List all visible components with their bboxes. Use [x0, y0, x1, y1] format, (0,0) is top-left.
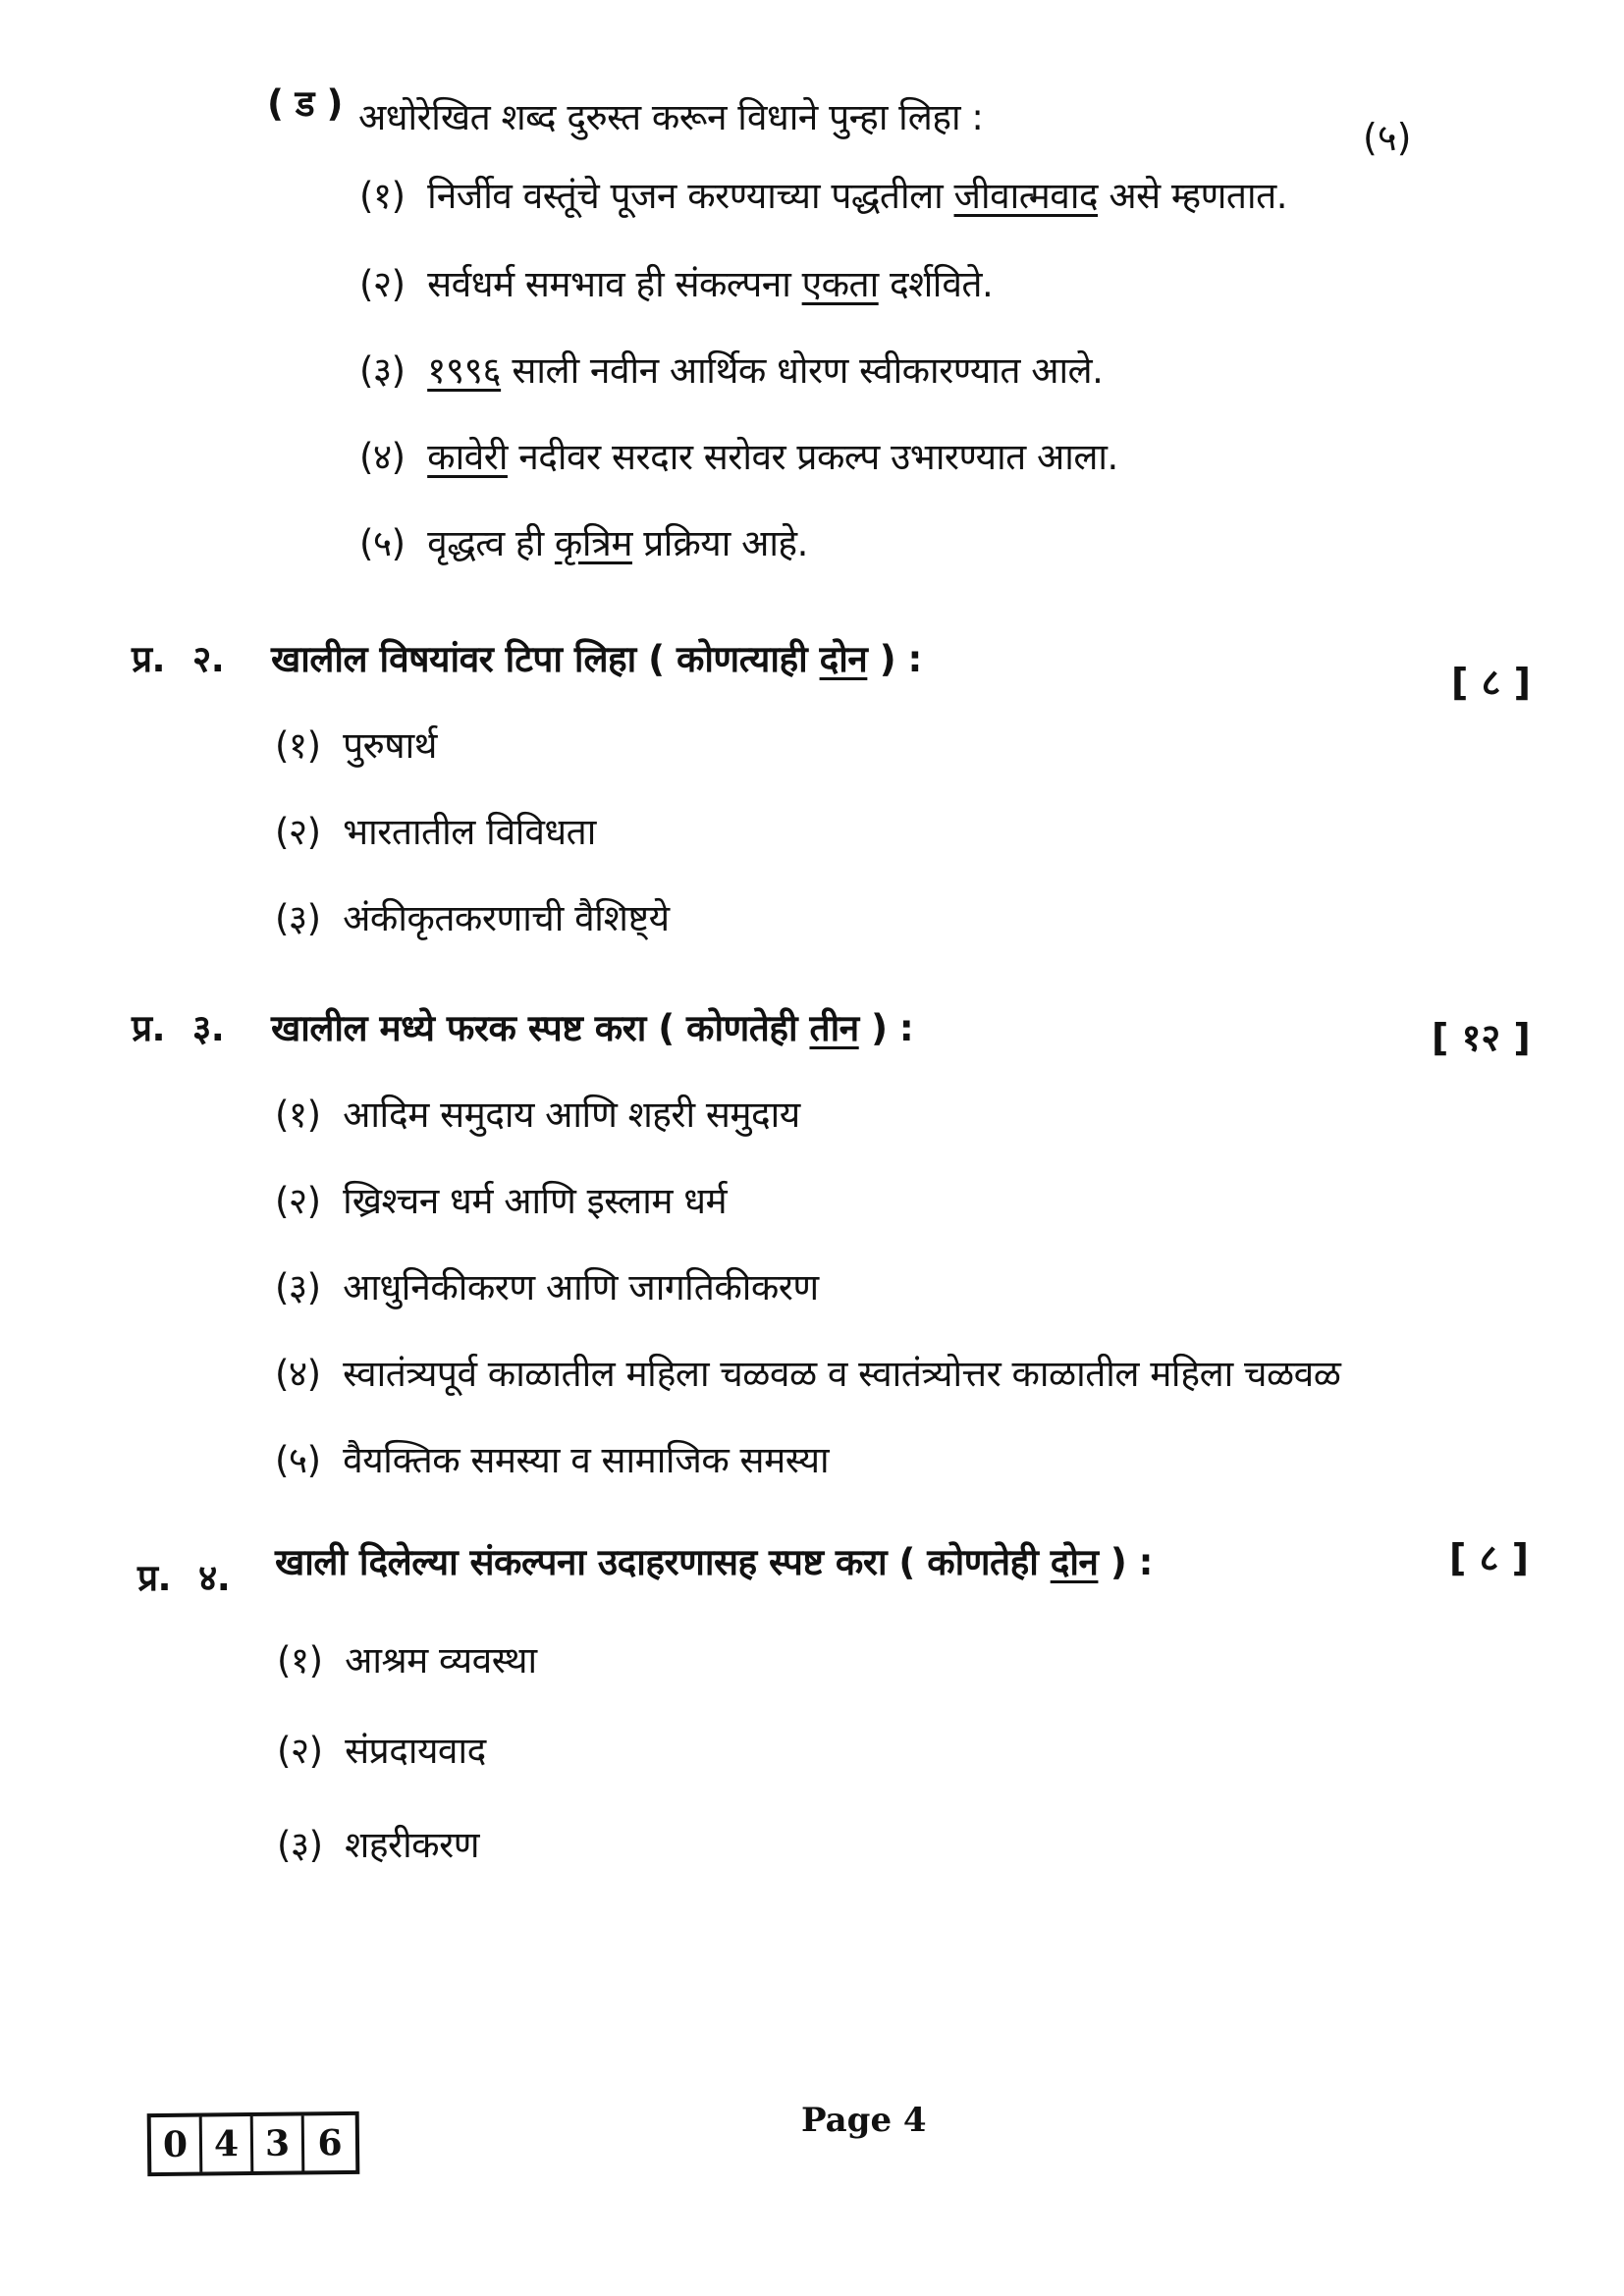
q3-item-5 [275, 1441, 829, 1481]
q3-item-3 [275, 1268, 819, 1308]
item-number: (१) [275, 1094, 321, 1136]
q3-item-2 [275, 1182, 727, 1222]
item-number: (४) [359, 436, 406, 478]
item-number: (१) [277, 1639, 323, 1682]
item-text: पुरुषार्थ [343, 724, 437, 767]
q3-item-4 [275, 1355, 1340, 1395]
underlined-word: दोन [819, 638, 868, 680]
section-d-item-1 [359, 177, 1287, 217]
section-d-item-3 [359, 351, 1103, 392]
item-text: वृद्धत्व ही [427, 522, 555, 564]
section-d-instruction: अधोरेखित शब्द दुरुस्त करून विधाने पुन्हा लिहा : [358, 96, 984, 138]
underlined-word: एकता [801, 263, 879, 305]
item-text: ख्रिश्चन धर्म आणि इस्लाम धर्म [343, 1180, 728, 1222]
item-number: (२) [275, 1180, 321, 1222]
item-text: नदीवर सरदार सरोवर प्रकल्प उभारण्यात आला. [507, 436, 1118, 478]
q3-number: ३. [192, 1007, 225, 1049]
q2-instruction [271, 640, 922, 680]
q3-item-1 [275, 1095, 800, 1136]
paper-code-digit: 6 [317, 2122, 343, 2164]
section-d-label: ( ड ) [267, 82, 343, 125]
item-text: साली नवीन आर्थिक धोरण स्वीकारण्यात आले. [501, 349, 1104, 392]
item-text: वैयक्तिक समस्या व सामाजिक समस्या [343, 1439, 830, 1481]
item-text: आश्रम व्यवस्था [345, 1639, 537, 1682]
item-text: सर्वधर्म समभाव ही संकल्पना [427, 263, 802, 305]
item-number: (३) [359, 349, 406, 392]
paper-code-box [147, 2111, 360, 2176]
underlined-word: कावेरी [427, 436, 508, 478]
item-number: (३) [277, 1824, 323, 1866]
paper-code-digit: 4 [202, 2116, 254, 2172]
item-number: (२) [275, 811, 321, 853]
q3-instruction [271, 1009, 913, 1049]
instruction-text: ) : [867, 638, 922, 680]
q2-item-2 [275, 813, 596, 853]
instruction-text: खालील मध्ये फरक स्पष्ट करा ( कोणतेही [271, 1007, 810, 1049]
section-d-item-4 [359, 438, 1118, 478]
paper-code-digit: 3 [253, 2115, 305, 2171]
item-text: आधुनिकीकरण आणि जागतिकीकरण [343, 1266, 819, 1308]
q4-instruction [275, 1543, 1153, 1583]
q3-prefix: प्र. [132, 1007, 166, 1049]
underlined-word: तीन [809, 1007, 859, 1049]
q2-marks: [ ८ ] [1451, 661, 1531, 704]
q2-prefix: प्र. [132, 638, 166, 680]
section-d-item-5 [359, 524, 808, 564]
instruction-text: ) : [858, 1007, 914, 1049]
item-number: (३) [275, 1266, 321, 1308]
item-number: (५) [359, 522, 406, 564]
item-number: (२) [359, 263, 406, 305]
item-text: स्वातंत्र्यपूर्व काळातील महिला चळवळ व स्वातंत्र्योत्तर काळातील महिला चळवळ [343, 1353, 1341, 1395]
item-text: आदिम समुदाय आणि शहरी समुदाय [343, 1094, 800, 1136]
instruction-text: खालील विषयांवर टिपा लिहा ( कोणत्याही [271, 638, 820, 680]
page-number: Page 4 [801, 2101, 927, 2140]
section-d-item-2 [359, 265, 993, 305]
item-number: (१) [359, 175, 406, 217]
item-number: (४) [275, 1353, 321, 1395]
q2-item-1 [275, 726, 437, 767]
q4-number: ४. [198, 1557, 231, 1599]
underlined-word: जीवात्मवाद [953, 175, 1099, 217]
item-number: (१) [275, 724, 321, 767]
item-text: अंकीकृतकरणाची वैशिष्ट्ये [343, 897, 670, 939]
q2-number: २. [192, 638, 225, 680]
section-d-marks: (५) [1363, 116, 1412, 159]
underlined-word: दोन [1050, 1541, 1099, 1583]
item-number: (२) [277, 1730, 323, 1772]
q4-item-1 [277, 1641, 537, 1682]
item-text: निर्जीव वस्तूंचे पूजन करण्याच्या पद्धतीला [427, 175, 954, 217]
instruction-text: ) : [1098, 1541, 1153, 1583]
q2-item-3 [275, 899, 670, 939]
instruction-text: खाली दिलेल्या संकल्पना उदाहरणासह स्पष्ट करा ( कोणतेही [275, 1541, 1051, 1583]
item-number: (३) [275, 897, 321, 939]
item-text: शहरीकरण [345, 1824, 479, 1866]
item-number: (५) [275, 1439, 321, 1481]
item-text: प्रक्रिया आहे. [631, 522, 808, 564]
q4-prefix: प्र. [137, 1557, 172, 1599]
q4-marks: [ ८ ] [1449, 1536, 1529, 1579]
item-text: असे म्हणतात. [1098, 175, 1287, 217]
q4-item-3 [277, 1826, 479, 1866]
underlined-word: १९९६ [427, 349, 502, 392]
underlined-word: कृत्रिम [554, 522, 632, 564]
item-text: भारतातील विविधता [343, 811, 596, 853]
item-text: दर्शविते. [878, 263, 994, 305]
item-text: संप्रदायवाद [345, 1730, 486, 1772]
q4-item-2 [277, 1732, 486, 1772]
q3-marks: [ १२ ] [1432, 1016, 1531, 1059]
paper-code-digit: 0 [151, 2117, 203, 2173]
